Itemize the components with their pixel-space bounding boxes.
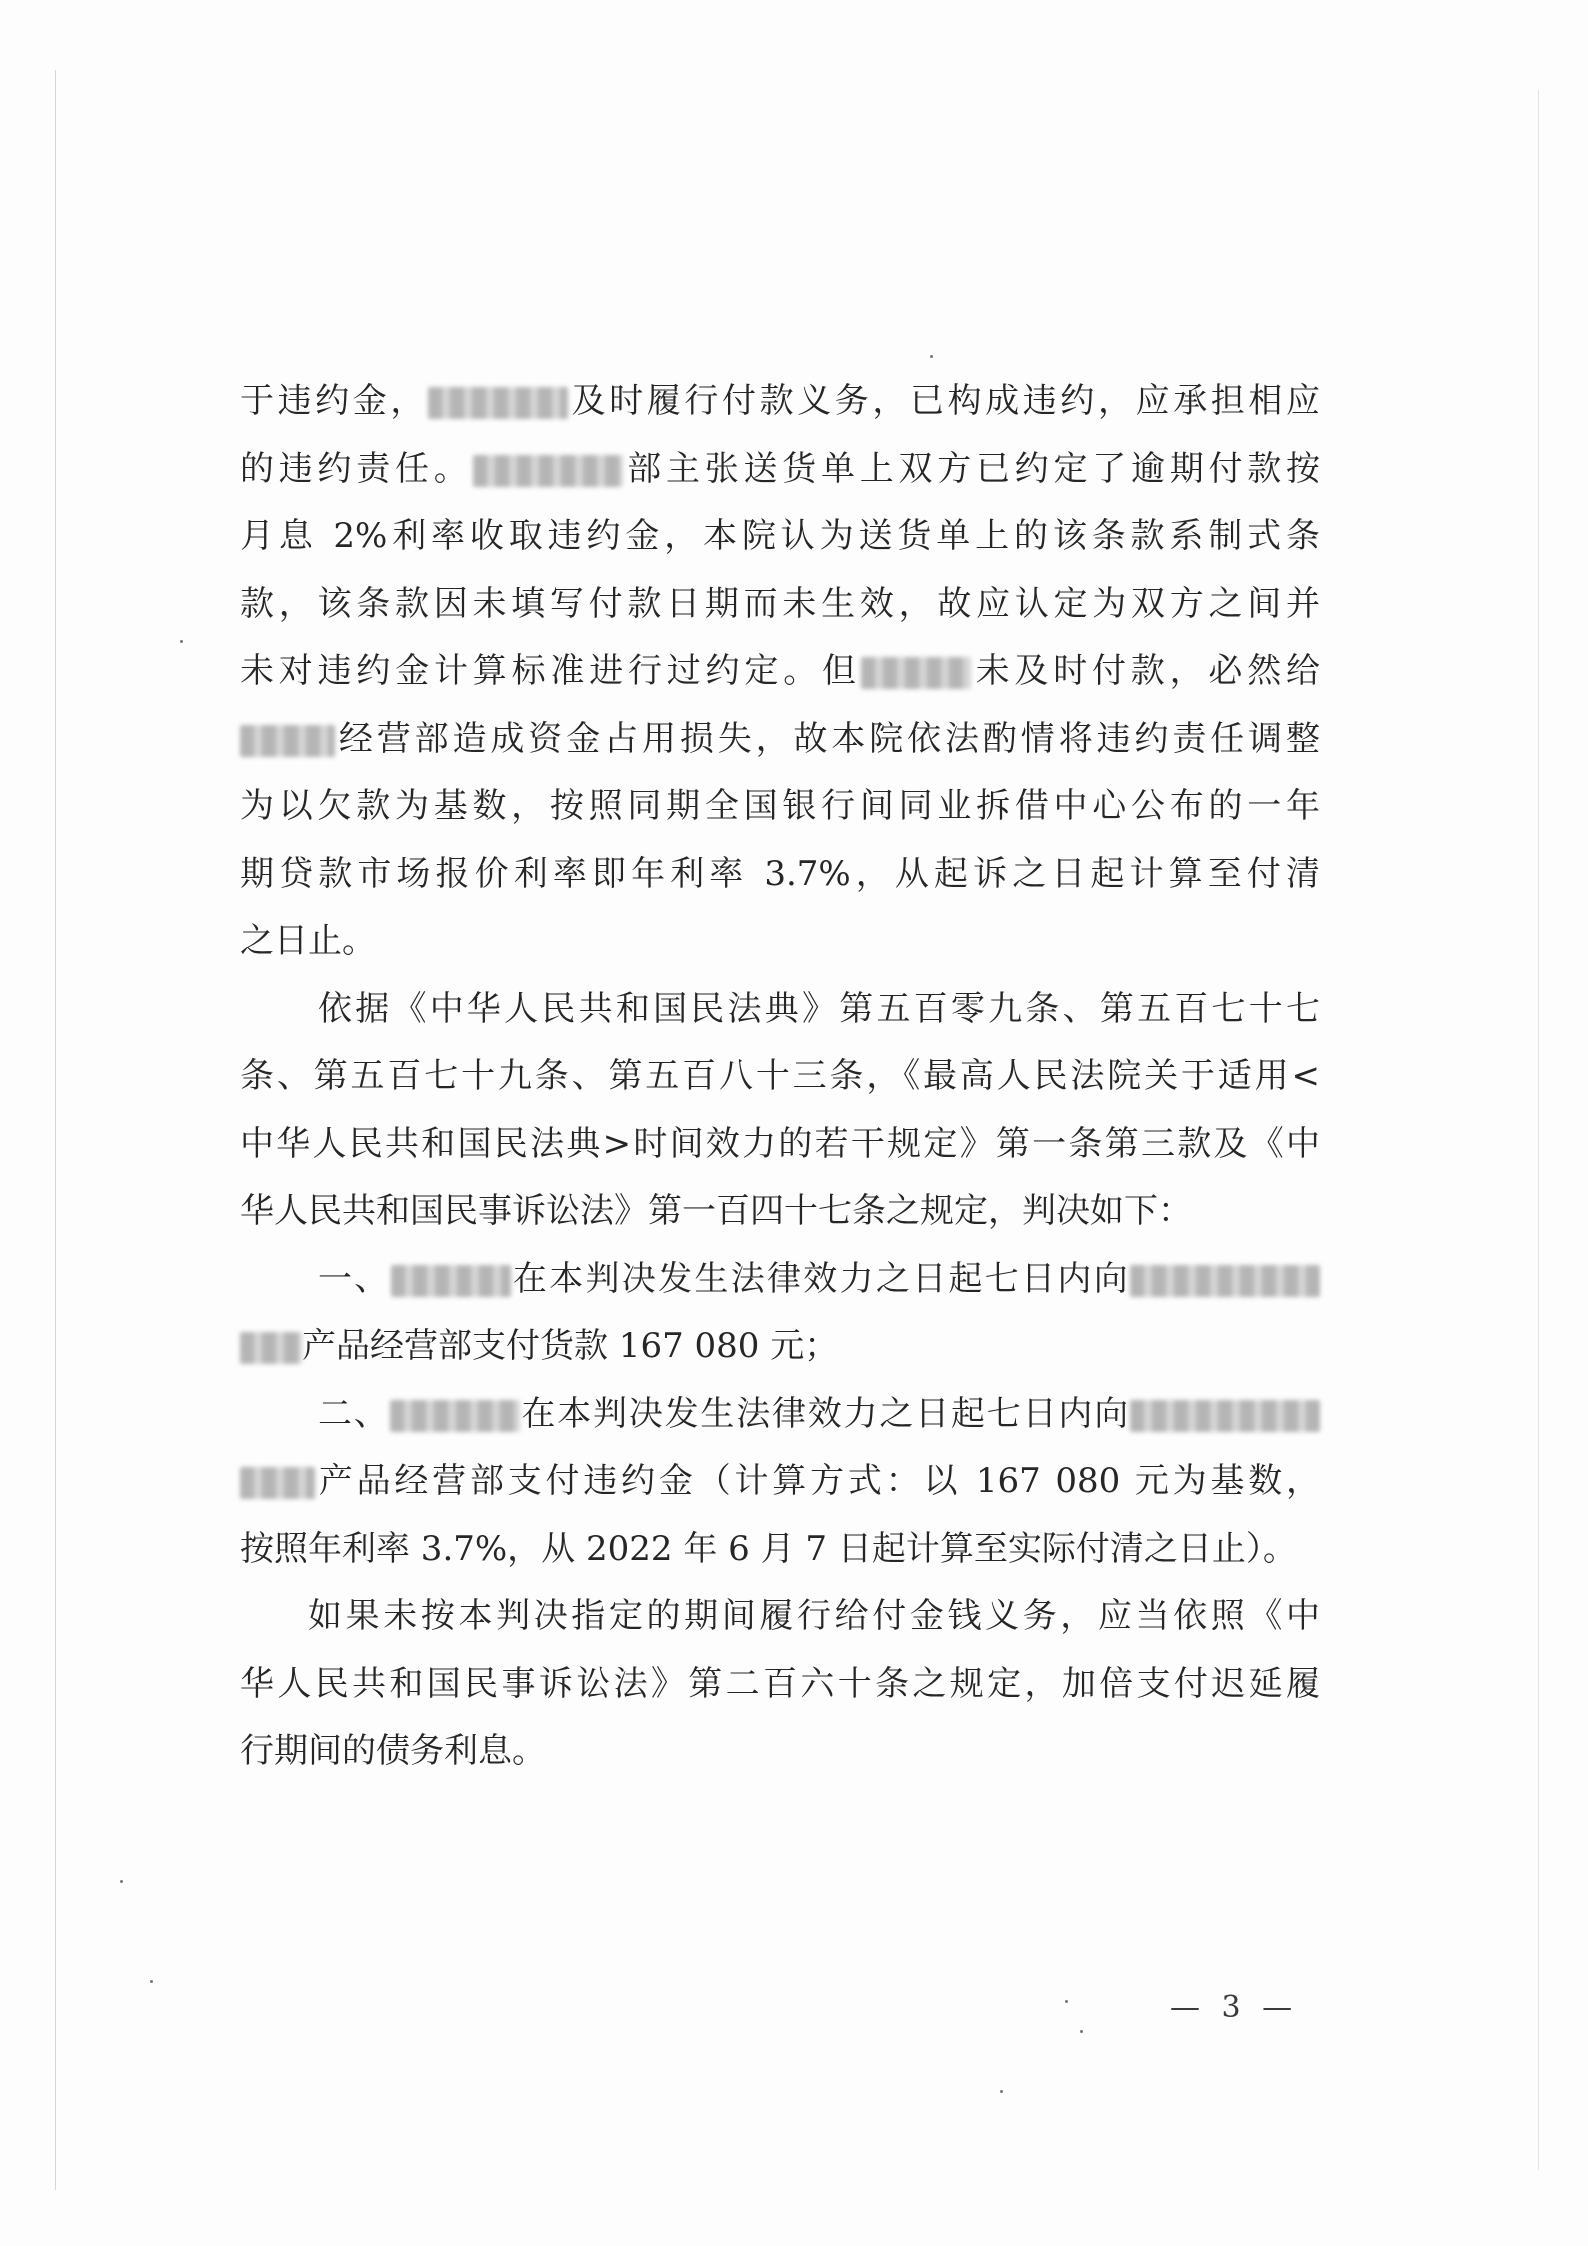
text-line <box>240 368 1320 436</box>
text-line: 款，该条款因未填写付款日期而未生效，故应认定为双方之间并 <box>240 583 1320 624</box>
text-segment: 经营部造成资金占用损失，故本院依法酌情将违约责任调整 <box>335 718 1320 759</box>
redacted-name <box>473 455 623 487</box>
scan-speck <box>1065 2000 1068 2003</box>
text-segment: 及时履行付款义务，已构成违约，应承担相应 <box>568 381 1320 421</box>
text-segment: 部主张送货单上双方已约定了逾期付款按 <box>622 448 1320 489</box>
redacted-name <box>1130 1400 1320 1432</box>
text-line: 依据《中华人民共和国民法典》第五百零九条、第五百七十七 <box>318 988 1320 1029</box>
judgment-item-1 <box>240 1246 1320 1314</box>
text-line: 中华人民共和国民法典>时间效力的若干规定》第一条第三款及《中 <box>240 1123 1320 1164</box>
scan-speck <box>1000 2090 1003 2093</box>
scan-speck <box>1080 2030 1083 2033</box>
redacted-name <box>390 1400 520 1432</box>
scan-edge-right <box>1538 90 1539 2170</box>
text-segment: 的违约责任。 <box>240 448 473 489</box>
text-line: 按照年利率 3.7%，从 2022 年 6 月 7 日起计算至实际付清之日止）。 <box>240 1528 1297 1569</box>
page-number: — 3 — <box>1170 1990 1299 2025</box>
text-line <box>240 1448 1320 1516</box>
text-line: 如果未按本判决指定的期间履行给付金钱义务，应当依照《中 <box>308 1596 1320 1636</box>
redacted-name <box>240 1467 315 1499</box>
text-segment: 于违约金， <box>240 381 428 421</box>
text-segment: 产品经营部支付违约金（计算方式：以 167 080 元为基数， <box>315 1461 1320 1501</box>
redacted-name <box>1130 1265 1320 1297</box>
text-segment: 一、 <box>318 1258 391 1299</box>
text-line: 期贷款市场报价利率即年利率 3.7%，从起诉之日起计算至付清 <box>240 853 1320 894</box>
text-line: 为以欠款为基数，按照同期全国银行间同业拆借中心公布的一年 <box>240 786 1320 826</box>
text-line <box>240 638 1320 706</box>
text-line: 条、第五百七十九条、第五百八十三条，《最高人民法院关于适用< <box>240 1056 1320 1096</box>
scan-speck <box>120 1880 123 1883</box>
scan-edge-left <box>55 70 56 2190</box>
redacted-name <box>240 1332 302 1364</box>
text-segment: 产品经营部支付货款 167 080 元； <box>302 1326 839 1366</box>
redacted-name <box>861 657 971 689</box>
redacted-name <box>391 1265 511 1297</box>
judgment-body <box>240 368 1320 1786</box>
redacted-name <box>240 725 335 757</box>
scan-speck <box>150 1980 153 1983</box>
text-line: 之日止。 <box>240 921 376 961</box>
text-segment: 在本判决发生法律效力之日起七日内向 <box>519 1393 1131 1434</box>
redacted-name <box>428 387 568 419</box>
text-segment: 未对违约金计算标准进行过约定。但 <box>240 651 861 691</box>
text-segment: 在本判决发生法律效力之日起七日内向 <box>510 1258 1131 1299</box>
text-line: 华人民共和国民事诉讼法》第二百六十条之规定，加倍支付迟延履 <box>240 1663 1320 1704</box>
text-line <box>240 706 1320 774</box>
text-line: 行期间的债务利息。 <box>240 1731 546 1771</box>
text-line <box>240 436 1320 504</box>
text-line: 华人民共和国民事诉讼法》第一百四十七条之规定，判决如下： <box>240 1191 1192 1231</box>
text-line <box>240 1313 1320 1381</box>
text-segment: 二、 <box>318 1393 390 1434</box>
text-segment: 未及时付款，必然给 <box>970 651 1321 691</box>
text-line: 月息 2%利率收取违约金，本院认为送货单上的该条款系制式条 <box>240 516 1320 556</box>
scan-speck <box>180 640 183 643</box>
judgment-item-2 <box>240 1381 1320 1449</box>
scan-speck <box>930 355 933 358</box>
